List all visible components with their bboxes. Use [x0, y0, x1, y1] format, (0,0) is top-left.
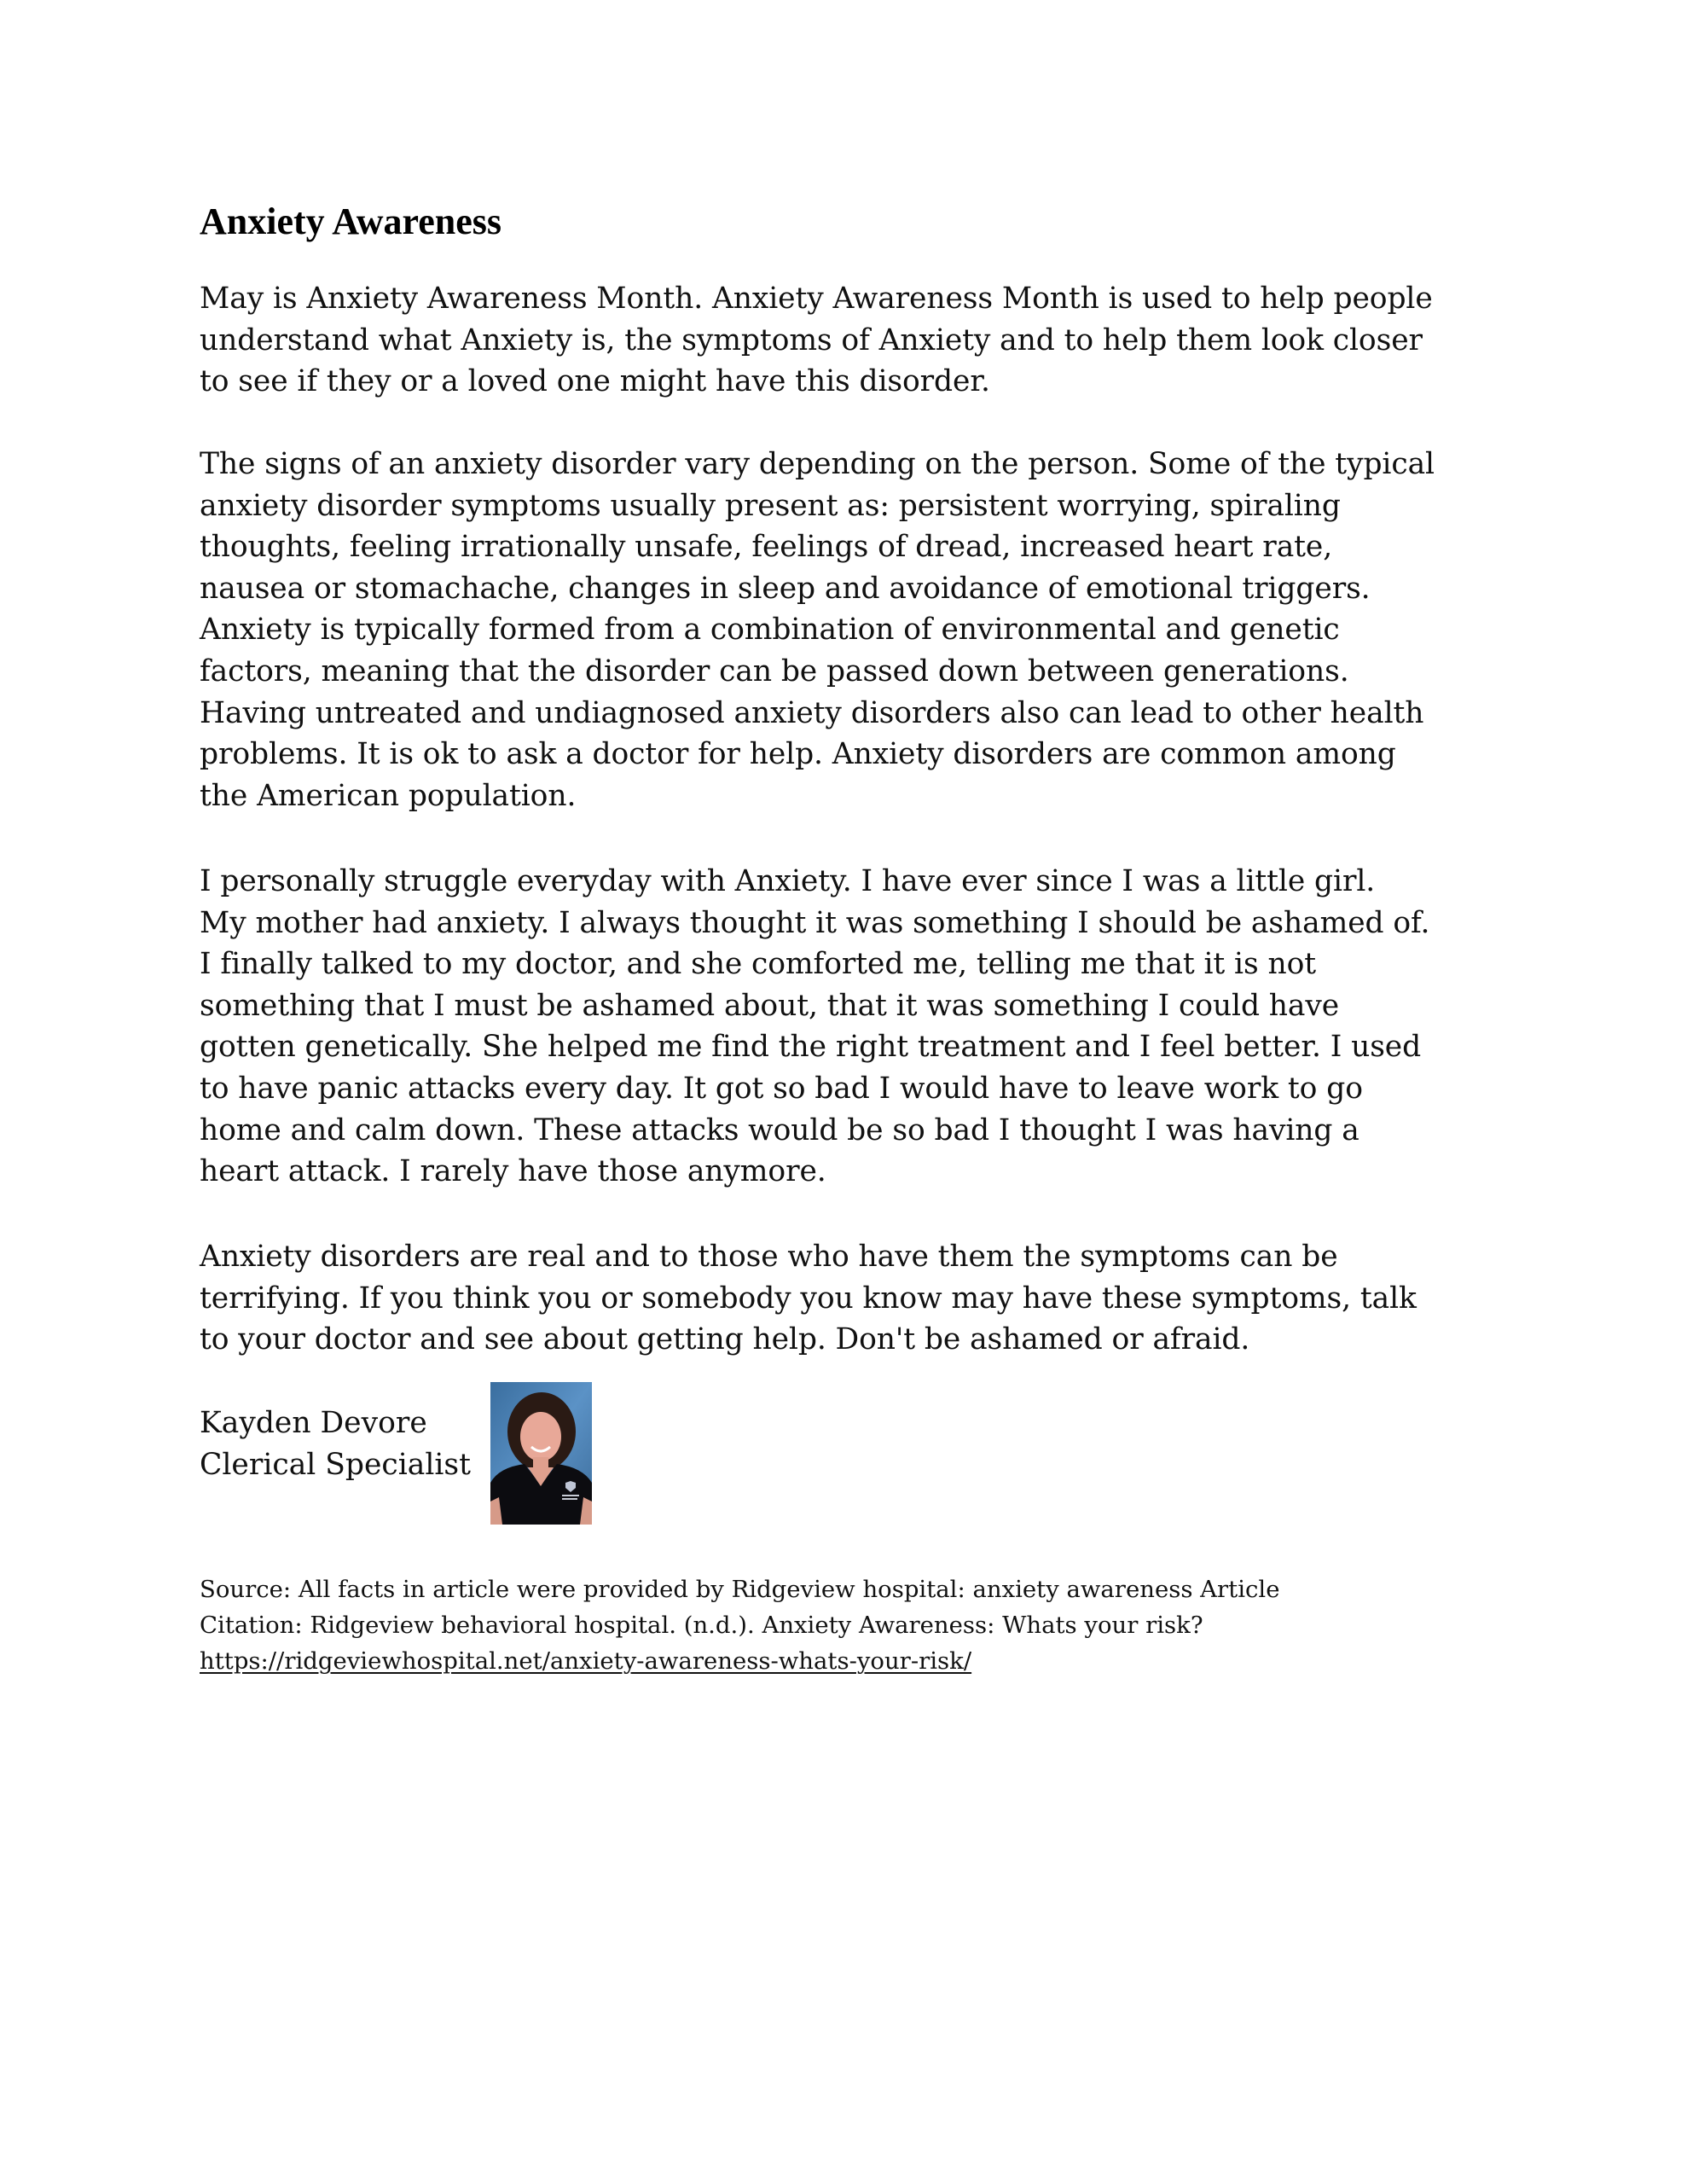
text-line: to see if they or a loved one might have this disorder. [200, 364, 990, 399]
text-line: something that I must be ashamed about, that it was something I could have [200, 988, 1340, 1023]
text-line: My mother had anxiety. I always thought it was something I should be ashamed of. [200, 905, 1430, 940]
text-line: gotten genetically. She helped me find the right treatment and I feel better. I used [200, 1030, 1422, 1065]
text-line: May is Anxiety Awareness Month. Anxiety Awareness Month is used to help people [200, 282, 1433, 316]
author-signature [200, 1403, 471, 1485]
text-line: understand what Anxiety is, the symptoms of Anxiety and to help them look closer [200, 322, 1423, 357]
text-line: home and calm down. These attacks would be so bad I thought I was having a [200, 1112, 1359, 1147]
text-line: anxiety disorder symptoms usually present as: persistent worrying, spiraling [200, 488, 1341, 523]
article-title: Anxiety Awareness [200, 200, 502, 242]
text-line: heart attack. I rarely have those anymore. [200, 1154, 826, 1189]
paragraph-intro [200, 278, 1433, 403]
paragraph-symptoms [200, 444, 1435, 816]
text-line: The signs of an anxiety disorder vary depending on the person. Some of the typical [200, 447, 1435, 481]
text-line: Anxiety is typically formed from a combination of environmental and genetic [200, 613, 1340, 648]
citation-line: Citation: Ridgeview behavioral hospital. (n.d.). Anxiety Awareness: Whats your risk? [200, 1612, 1203, 1639]
text-line: thoughts, feeling irrationally unsafe, feelings of dread, increased heart rate, [200, 530, 1333, 565]
portrait-image-icon [490, 1382, 592, 1525]
text-line: problems. It is ok to ask a doctor for help. Anxiety disorders are common among [200, 737, 1396, 772]
text-line: nausea or stomachache, changes in sleep and avoidance of emotional triggers. [200, 571, 1371, 606]
author-role: Clerical Specialist [200, 1447, 471, 1482]
text-line: I personally struggle everyday with Anxiety. I have ever since I was a little girl. [200, 864, 1376, 898]
text-line: Having untreated and undiagnosed anxiety disorders also can lead to other health [200, 695, 1424, 730]
source-link[interactable]: https://ridgeviewhospital.net/anxiety-awareness-whats-your-risk/ [200, 1647, 972, 1675]
author-portrait-photo [490, 1382, 592, 1525]
text-line: terrifying. If you think you or somebody you know may have these symptoms, talk [200, 1281, 1417, 1316]
paragraph-conclusion [200, 1236, 1417, 1361]
paragraph-personal-story [200, 861, 1429, 1193]
text-line: factors, meaning that the disorder can be passed down between generations. [200, 653, 1349, 688]
text-line: the American population. [200, 778, 577, 813]
author-name: Kayden Devore [200, 1406, 427, 1440]
text-line: to have panic attacks every day. It got so bad I would have to leave work to go [200, 1071, 1363, 1106]
text-line: to your doctor and see about getting help. Don't be ashamed or afraid. [200, 1322, 1250, 1357]
text-line: Anxiety disorders are real and to those who have them the symptoms can be [200, 1240, 1338, 1274]
text-line: I finally talked to my doctor, and she comforted me, telling me that it is not [200, 947, 1317, 982]
source-line: Source: All facts in article were provided by Ridgeview hospital: anxiety awareness Article [200, 1576, 1280, 1603]
source-citation [200, 1571, 1280, 1679]
